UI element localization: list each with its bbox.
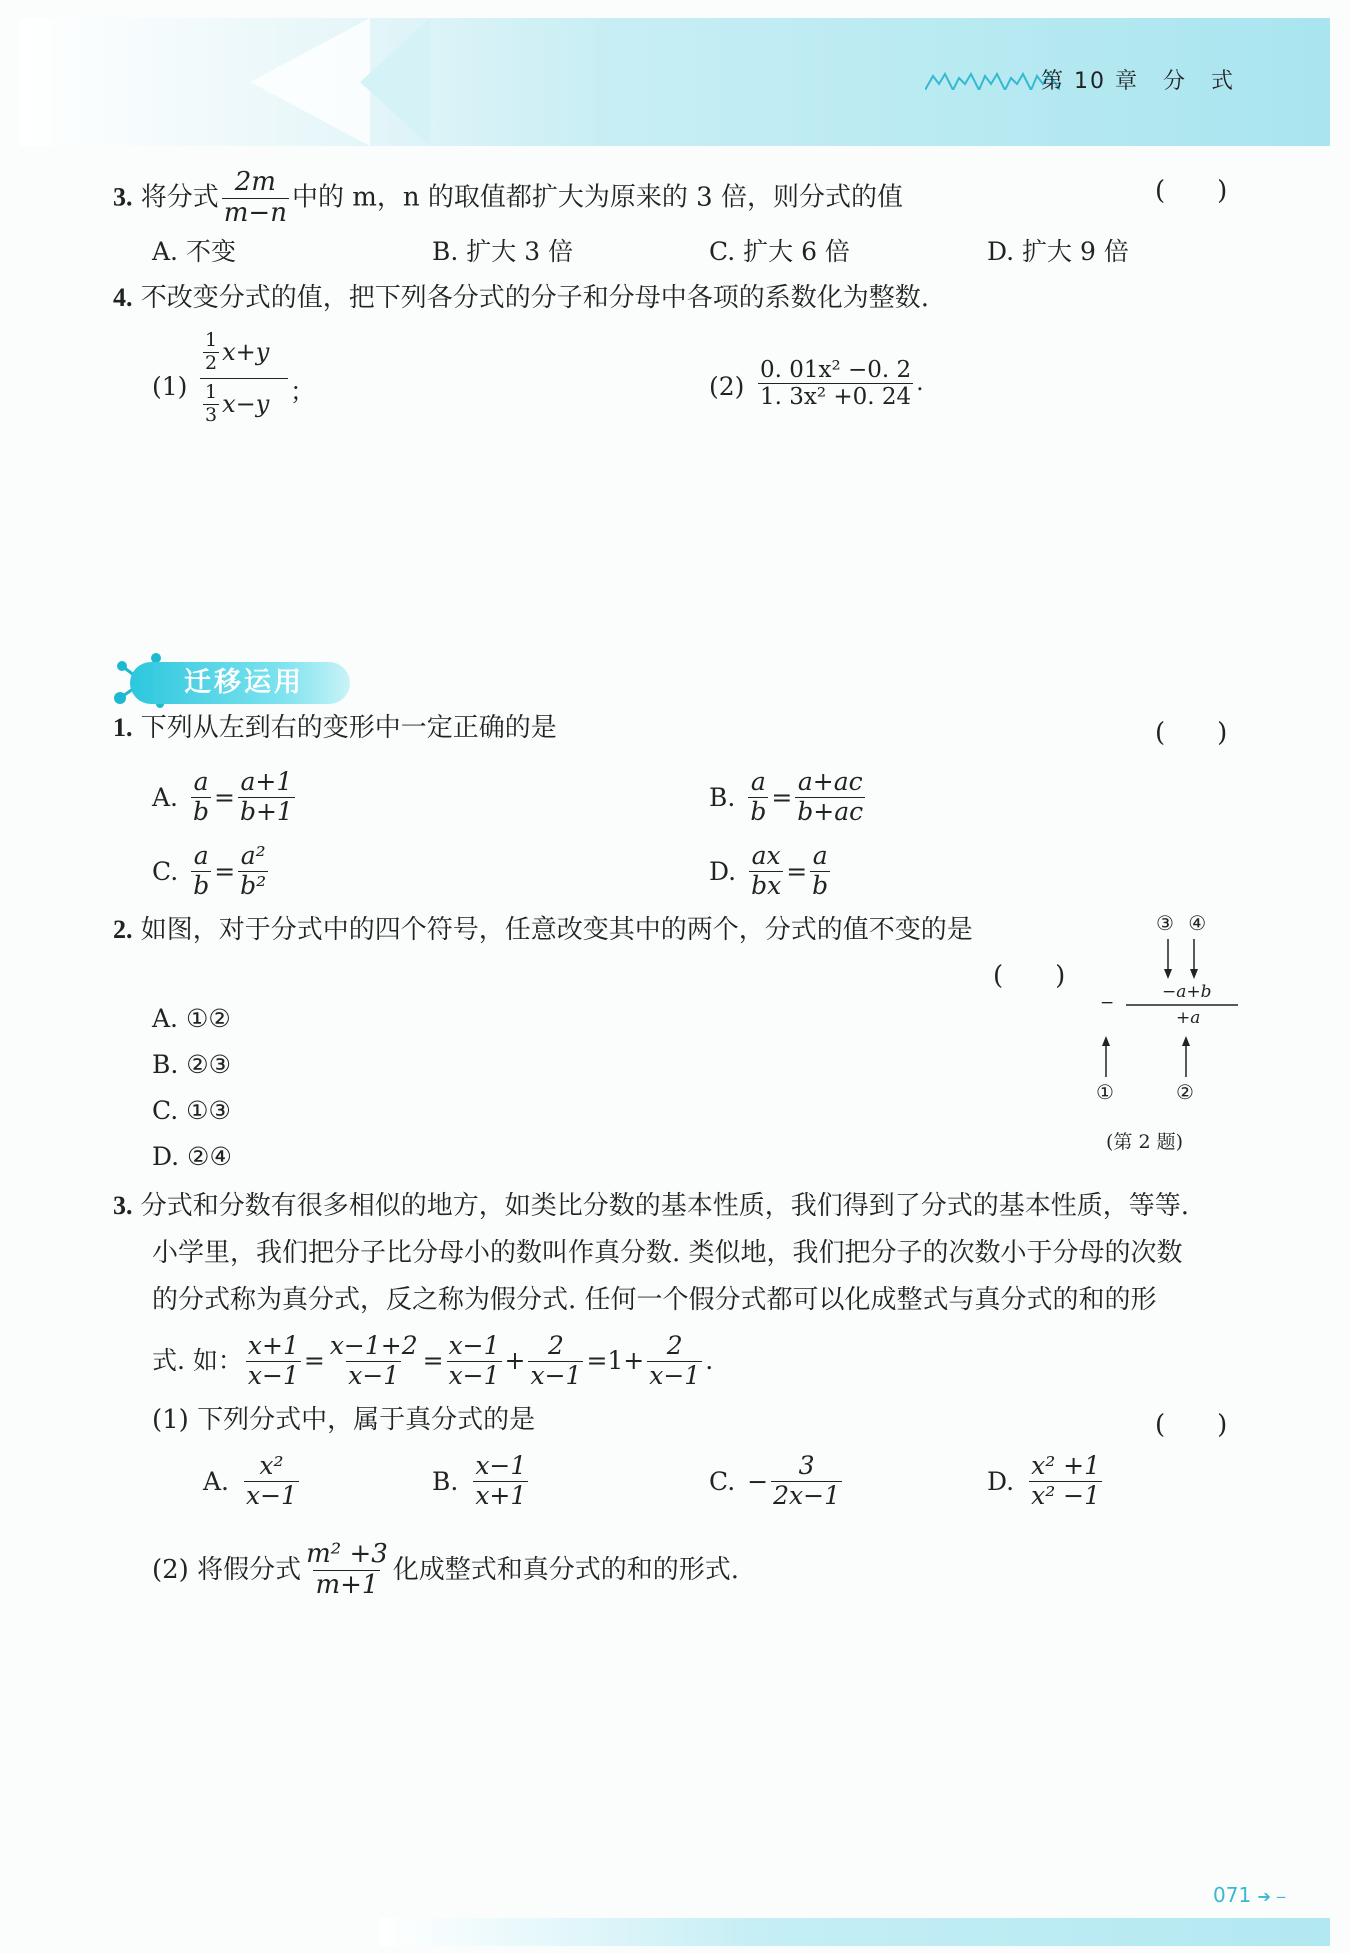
chapter-label: 第 10 章 分 式 [1041,69,1235,94]
arrow-right-icon: ➔ ‒ [1257,1887,1287,1906]
footer-band [380,1918,1330,1946]
question-3-stem [113,1188,1189,1224]
option-d[interactable]: D. $\frac{\text{x² +1}}{\text{x² −1}}$ [987,1451,1101,1510]
sub-question-1: (1) 下列分式中，属于真分式的是 [152,1405,536,1435]
fraction: $\frac{\text{0. 01x² −0. 2}}{\text{1. 3x² +0. 24}}$ . [760,357,924,411]
paragraph-line: 分式和分数有很多相似的地方，如类比分数的基本性质，我们得到了分式的基本性质，等等. [140,1191,1190,1221]
option-b[interactable]: B. $\frac{x-1}{x+1}$ [432,1451,527,1510]
question-number: 2. [113,915,133,944]
punctuation: ； [290,377,316,406]
header-chevron-inner [360,18,430,146]
question-4-stem [113,280,929,316]
option-a[interactable]: A. ①② [152,1004,231,1033]
section-title: 迁移运用 [130,662,350,704]
option-a[interactable]: A. 不变 [152,237,236,266]
header-chevron [250,18,370,146]
question-text: 下列从左到右的变形中一定正确的是 [140,713,557,743]
question-1-stem [113,710,557,746]
sub-question-1-label: (1) [152,372,188,401]
option-b[interactable]: B. $\frac{a}{b}$ = $\frac{a+ac}{b+ac}$ [709,767,864,826]
question-number: 1. [113,713,133,742]
figure-numerator: −a+b [1162,982,1212,1002]
figure-mark-2: ② [1176,1080,1194,1104]
question-text: 将分式 [140,182,219,213]
sub-question-2: (2) 将假分式 $\frac{\text{m² +3}}{m+1}$ 化成整式和真分式的和的形式. [152,1539,740,1600]
option-d[interactable]: D. ②④ [152,1142,232,1171]
option-c[interactable]: C. 扩大 6 倍 [709,237,850,266]
figure-mark-1: ① [1096,1080,1114,1104]
question-text: 不改变分式的值，把下列各分式的分子和分母中各项的系数化为整数. [140,283,930,313]
figure-q2 [1090,905,1250,1155]
answer-blank[interactable]: ( ) [1155,718,1228,748]
option-b[interactable]: B. 扩大 3 倍 [432,237,574,266]
paragraph-line: 的分式称为真分式，反之称为假分式. 任何一个假分式都可以化成整式与真分式的和的形 [152,1285,1157,1315]
option-d[interactable]: D. $\frac{ax}{bx}$ = $\frac{a}{b}$ [709,841,829,900]
option-c[interactable]: C. $\frac{a}{b}$ = $\frac{\text{a²}}{\text{b²}}$ [152,841,267,900]
answer-blank[interactable]: ( ) [993,961,1066,991]
complex-fraction: $\frac{1}{2}$ x+y $\frac{1}{3}$ x−y [200,330,288,426]
option-a[interactable]: A. $\frac{a}{b}$ = $\frac{a+1}{b+1}$ [152,767,293,826]
option-c[interactable]: C. ①③ [152,1096,231,1125]
question-text: 中的 m，n 的取值都扩大为原来的 3 倍，则分式的值 [291,182,903,213]
question-text: 如图，对于分式中的四个符号，任意改变其中的两个，分式的值不变的是 [140,915,973,945]
figure-caption: (第 2 题) [1106,1131,1183,1153]
answer-blank[interactable]: ( ) [1155,1410,1228,1440]
option-d[interactable]: D. 扩大 9 倍 [987,237,1129,266]
example-equation: 式. 如： $\frac{x+1}{x-1}$ = $\frac{x-1+2}{x-1}$ = $\frac{x-1}{x-1}$ + $\frac{2}{x-1}$ = 1+ $\frac{2}{x-1}$ . [152,1331,714,1390]
figure-minus: − [1100,993,1115,1013]
question-number: 3. [113,1191,133,1220]
question-2-stem [113,912,973,948]
option-a[interactable]: A. $\frac{\text{x²}}{x-1}$ [203,1451,297,1510]
fraction: $\frac{2m}{m-n}$ [223,167,287,228]
page-number: 071 ➔ ‒ [1213,1883,1287,1907]
question-number: 4. [113,283,133,312]
paragraph-line: 小学里，我们把分子比分母小的数叫作真分数. 类似地，我们把分子的次数小于分母的次数 [152,1238,1183,1268]
question-number: 3. [113,182,133,212]
sub-question-2-label: (2) [709,372,745,401]
option-b[interactable]: B. ②③ [152,1050,232,1079]
figure-denominator: +a [1176,1008,1201,1028]
mountain-decoration-icon [925,72,1060,90]
question-3-stem [113,168,903,229]
figure-top-marks: ③ ④ [1156,911,1211,935]
answer-blank[interactable]: ( ) [1155,176,1228,206]
option-c[interactable]: C. − $\frac{3}{2x-1}$ [709,1451,840,1510]
